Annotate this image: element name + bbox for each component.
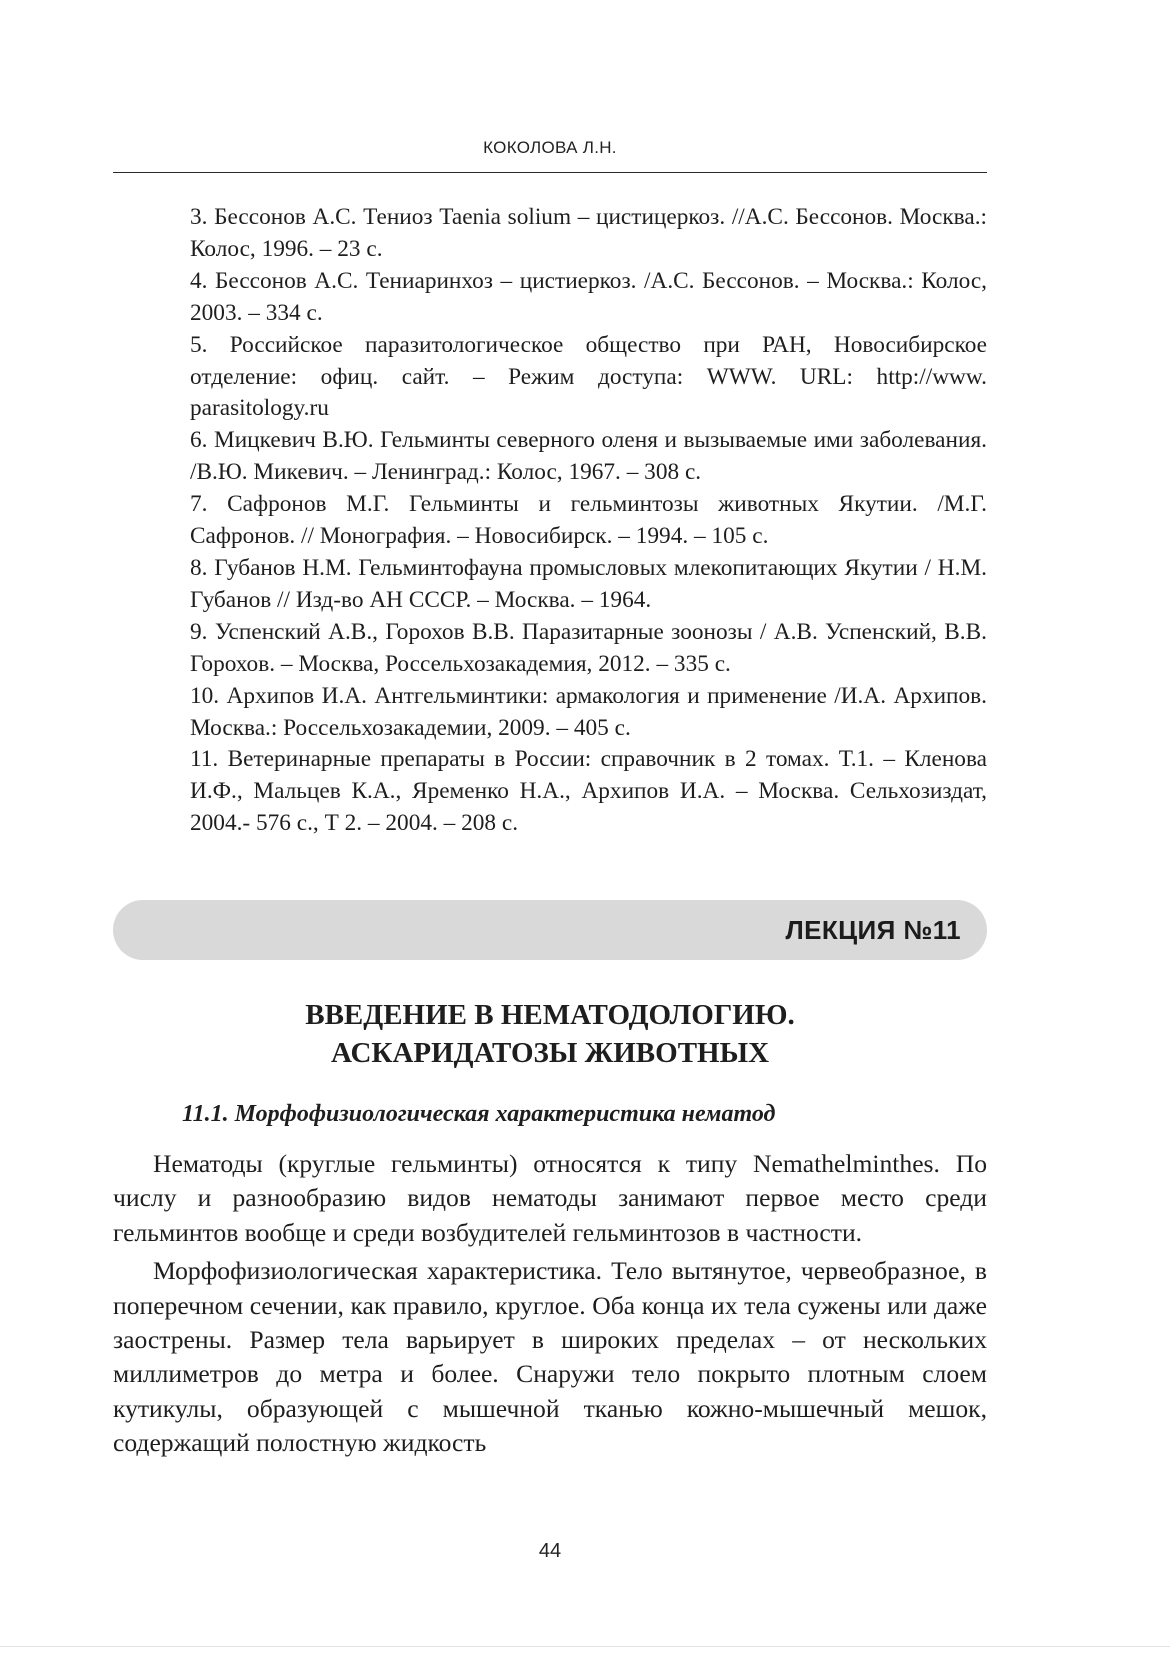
- chapter-title-line: ВВЕДЕНИЕ В НЕМАТОДОЛОГИЮ.: [305, 999, 795, 1031]
- reference-item: 5. Российское паразитологическое общество при РАН, Новосибирское отделение: офиц. сайт. – Режим доступа: WWW. URL: http://www. parasitology.ru: [190, 331, 987, 422]
- chapter-title-line: АСКАРИДАТОЗЫ ЖИВОТНЫХ: [330, 1037, 770, 1069]
- section-heading: 11.1. Морфофизиологическая характеристика нематод: [182, 1101, 776, 1127]
- reference-item: 7. Сафронов М.Г. Гельминты и гельминтозы животных Якутии. /М.Г. Сафронов. // Монография. – Новосибирск. – 1994. – 105 с.: [190, 491, 987, 550]
- lecture-banner: [113, 900, 987, 960]
- reference-item: 10. Архипов И.А. Антгельминтики: армакология и применение /И.А. Архипов. Москва.: Россельхозакадемии, 2009. – 405 с.: [190, 682, 987, 741]
- page-edge: [0, 1646, 1170, 1647]
- reference-item: 9. Успенский А.В., Горохов В.В. Паразитарные зоонозы / А.В. Успенский, В.В. Горохов. – Москва, Россельхозакадемия, 2012. – 335 с.: [190, 618, 987, 677]
- reference-item: 11. Ветеринарные препараты в России: справочник в 2 томах. Т.1. – Кленова И.Ф., Мальцев К.А., Яременко Н.А., Архипов И.А. – Москва. Сельхозиздат, 2004.- 576 с., Т 2. – 2004. – 208 с.: [190, 746, 987, 837]
- lecture-label: ЛЕКЦИЯ №11: [785, 915, 961, 945]
- paragraph: Нематоды (круглые гельминты) относятся к типу Nemathelminthes. По числу и разнообразию видов нематоды занимают первое место среди гельминтов вообще и среди возбудителей гельминтозов в частности.: [113, 1149, 987, 1247]
- reference-item: 4. Бессонов А.С. Тениаринхоз – цистиеркоз. /А.С. Бессонов. – Москва.: Колос, 2003. – 334 с.: [190, 267, 987, 326]
- body-text: [113, 1147, 987, 1465]
- reference-item: 3. Бессонов А.С. Тениоз Taenia solium – цистицеркоз. //А.С. Бессонов. Москва.: Колос, 1996. – 23 с.: [190, 204, 987, 262]
- page-number: 44: [538, 1540, 562, 1562]
- reference-item: 8. Губанов Н.М. Гельминтофауна промысловых млекопитающих Якутии / Н.М. Губанов // Изд-во АН СССР. – Москва. – 1964.: [190, 554, 987, 613]
- running-head: КОКОЛОВА Л.Н.: [483, 138, 617, 157]
- header-rule: [113, 172, 987, 173]
- chapter-title: [113, 996, 987, 1072]
- reference-list: [190, 202, 987, 840]
- reference-item: 6. Мицкевич В.Ю. Гельминты северного оленя и вызываемые ими заболевания. /В.Ю. Микевич. – Ленинград.: Колос, 1967. – 308 с.: [190, 427, 987, 486]
- paragraph: Морфофизиологическая характеристика. Тело вытянутое, червеобразное, в поперечном сечении, как правило, круглое. Оба конца их тела сужены или даже заострены. Размер тела варьирует в широких пределах – от нескольких миллиметров до метра и более. Снаружи тело покрыто плотным слоем кутикулы, образующей с мышечной тканью кожно-мышечный мешок, содержащий полостную жидкость: [113, 1256, 987, 1458]
